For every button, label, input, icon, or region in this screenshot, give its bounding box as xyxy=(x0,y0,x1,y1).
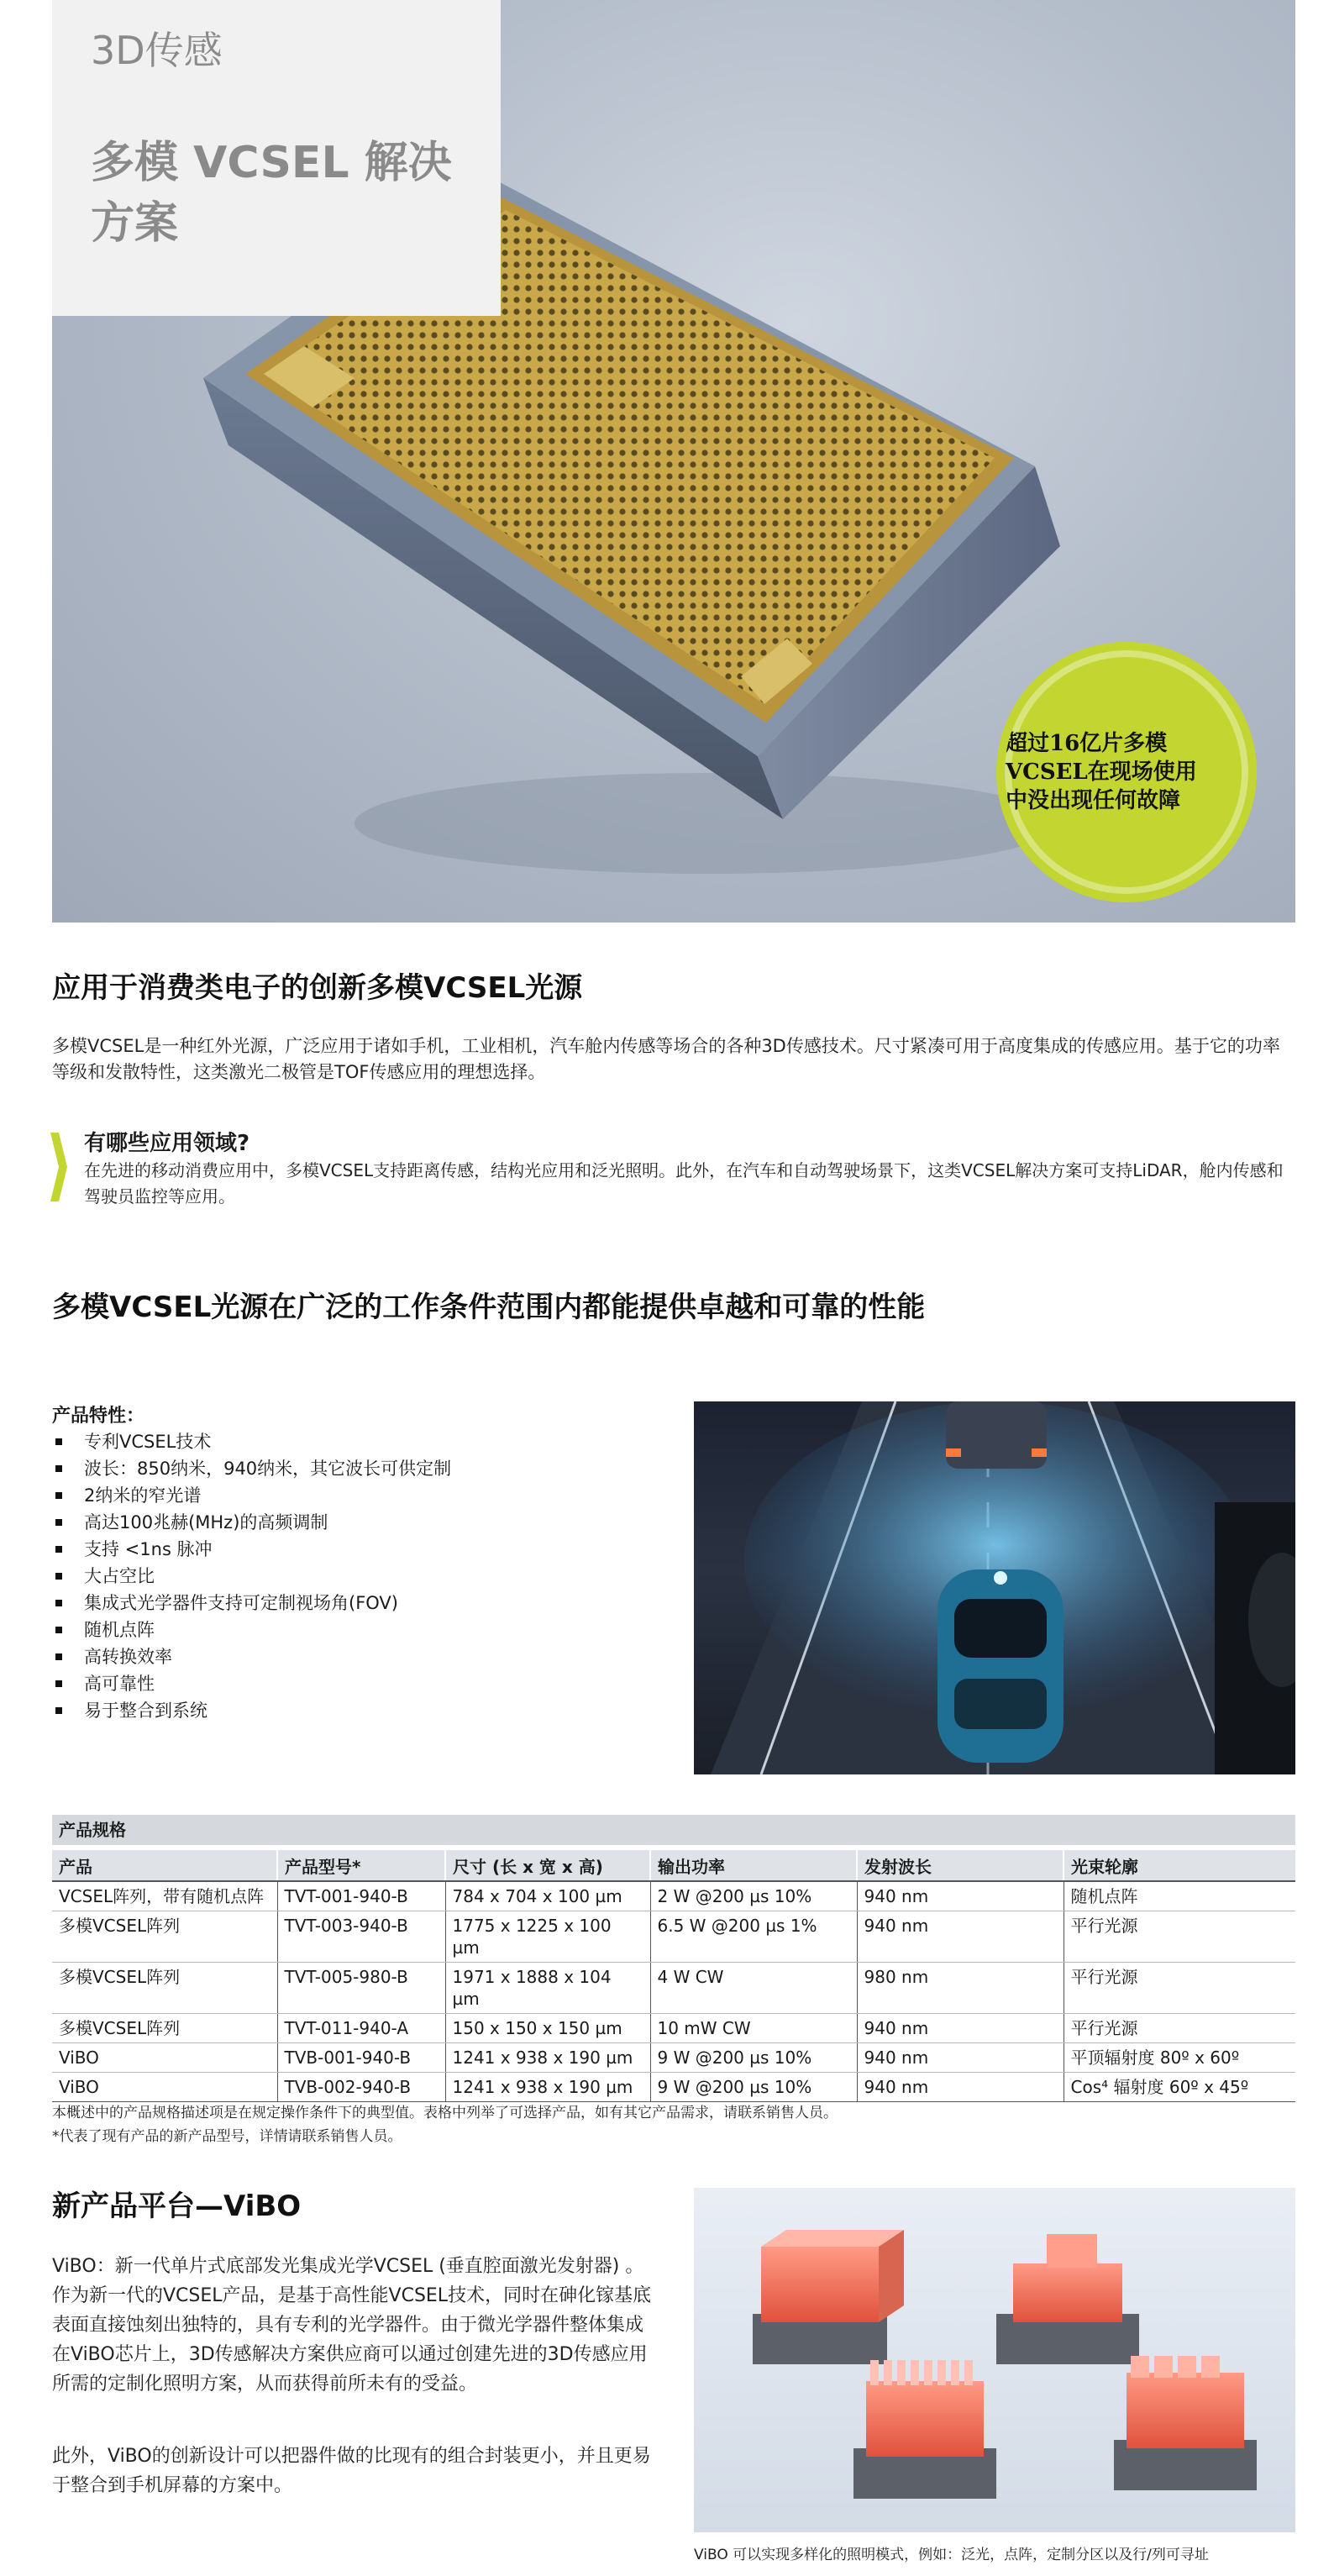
hero-title-panel xyxy=(52,0,501,316)
applications-body: 在先进的移动消费应用中，多模VCSEL支持距离传感，结构光应用和泛光照明。此外，在汽车和自动驾驶场景下，这类VCSEL解决方案可支持LiDAR，舱内传感和驾驶员监控等应用。 xyxy=(84,1160,1284,1207)
column-header: 产品 xyxy=(52,1850,277,1881)
column-header: 尺寸 (长 x 宽 x 高) xyxy=(445,1850,650,1881)
table-note: 本概述中的产品规格描述项是在规定操作条件下的典型值。表格中列举了可选择产品，如有其它产品需求，请联系销售人员。 xyxy=(52,2105,838,2121)
table-cell: TVT-005-980-B xyxy=(277,1963,445,2014)
feature-item: 2纳米的窄光谱 xyxy=(52,1482,657,1509)
table-cell: 940 nm xyxy=(857,2043,1064,2073)
hero-title: 多模 VCSEL 解决方案 xyxy=(91,138,452,249)
spec-table xyxy=(52,1850,1295,2102)
feature-item: 随机点阵 xyxy=(52,1617,657,1643)
table-row xyxy=(52,2073,1295,2102)
accent-chevron-icon xyxy=(49,1133,69,1201)
table-cell: 平行光源 xyxy=(1064,1911,1295,1963)
table-cell: 940 nm xyxy=(857,1881,1064,1911)
intro-heading: 应用于消费类电子的创新多模VCSEL光源 xyxy=(52,971,583,1005)
features-title: 产品特性： xyxy=(52,1406,145,1427)
table-cell: 2 W @200 µs 10% xyxy=(650,1881,857,1911)
table-cell: 多模VCSEL阵列 xyxy=(52,2014,277,2043)
table-row xyxy=(52,1911,1295,1963)
feature-item: 大占空比 xyxy=(52,1563,657,1590)
feature-item: 支持 <1ns 脉冲 xyxy=(52,1536,657,1563)
vibo-body-2: 此外，ViBO的创新设计可以把器件做的比现有的组合封装更小，并且更易于整合到手机屏幕的方案中。 xyxy=(52,2446,651,2496)
table-cell: ViBO xyxy=(52,2043,277,2073)
table-cell: TVB-002-940-B xyxy=(277,2073,445,2102)
features-list xyxy=(52,1428,657,1724)
table-cell: 6.5 W @200 µs 1% xyxy=(650,1911,857,1963)
table-cell: 940 nm xyxy=(857,2073,1064,2102)
category-label: 3D传感 xyxy=(91,28,223,73)
car-sensing-image xyxy=(694,1401,1295,1774)
vibo-heading: 新产品平台—ViBO xyxy=(52,2190,302,2223)
table-cell: 1775 x 1225 x 100 µm xyxy=(445,1911,650,1963)
table-cell: 平行光源 xyxy=(1064,1963,1295,2014)
table-cell: 1241 x 938 x 190 µm xyxy=(445,2073,650,2102)
column-header: 光束轮廓 xyxy=(1064,1850,1295,1881)
vibo-image-caption: ViBO 可以实现多样化的照明模式，例如：泛光，点阵，定制分区以及行/列可寻址 xyxy=(694,2547,1209,2563)
table-cell: 150 x 150 x 150 µm xyxy=(445,2014,650,2043)
table-cell: TVT-001-940-B xyxy=(277,1881,445,1911)
table-cell: 1971 x 1888 x 104 µm xyxy=(445,1963,650,2014)
table-cell: 784 x 704 x 100 µm xyxy=(445,1881,650,1911)
vibo-body-1: ViBO：新一代单片式底部发光集成光学VCSEL (垂直腔面激光发射器) 。作为新一代的VCSEL产品，是基于高性能VCSEL技术，同时在砷化镓基底表面直接蚀刻出独特的，具有专利的光学器件。由于微光学器件整体集成在ViBO芯片上，3D传感解决方案供应商可以通过创建先进的3D传感应用所需的定制化照明方案，从而获得前所未有的受益。 xyxy=(52,2256,652,2395)
table-cell: VCSEL阵列，带有随机点阵 xyxy=(52,1881,277,1911)
car-illustration xyxy=(694,1401,1295,1774)
intro-body: 多模VCSEL是一种红外光源，广泛应用于诸如手机，工业相机，汽车舱内传感等场合的各种3D传感技术。尺寸紧凑可用于高度集成的传感应用。基于它的功率等级和发散特性，这类激光二极管是TOF传感应用的理想选择。 xyxy=(52,1036,1280,1082)
column-header: 发射波长 xyxy=(857,1850,1064,1881)
table-cell: 平行光源 xyxy=(1064,2014,1295,2043)
table-row xyxy=(52,2043,1295,2073)
table-header-row xyxy=(52,1850,1295,1881)
column-header: 输出功率 xyxy=(650,1850,857,1881)
table-cell: 多模VCSEL阵列 xyxy=(52,1963,277,2014)
table-cell: 980 nm xyxy=(857,1963,1064,2014)
performance-heading: 多模VCSEL光源在广泛的工作条件范围内都能提供卓越和可靠的性能 xyxy=(52,1291,926,1324)
table-cell: 随机点阵 xyxy=(1064,1881,1295,1911)
table-cell: 9 W @200 µs 10% xyxy=(650,2073,857,2102)
table-cell: 4 W CW xyxy=(650,1963,857,2014)
table-cell: Cos⁴ 辐射度 60º x 45º xyxy=(1064,2073,1295,2102)
vibo-illustration-image xyxy=(694,2188,1295,2532)
table-cell: TVB-001-940-B xyxy=(277,2043,445,2073)
table-cell: 940 nm xyxy=(857,2014,1064,2043)
badge-text: 超过16亿片多模VCSEL在现场使用中没出现任何故障 xyxy=(1006,731,1197,813)
feature-item: 高可靠性 xyxy=(52,1670,657,1697)
feature-item: 高转换效率 xyxy=(52,1643,657,1670)
feature-item: 波长：850纳米，940纳米，其它波长可供定制 xyxy=(52,1455,657,1482)
feature-item: 易于整合到系统 xyxy=(52,1697,657,1724)
table-row xyxy=(52,1881,1295,1911)
table-footnote: *代表了现有产品的新产品型号，详情请联系销售人员。 xyxy=(52,2128,402,2145)
feature-item: 高达100兆赫(MHz)的高频调制 xyxy=(52,1509,657,1536)
table-row xyxy=(52,2014,1295,2043)
feature-item: 专利VCSEL技术 xyxy=(52,1428,657,1455)
applications-title: 有哪些应用领域? xyxy=(84,1131,250,1156)
table-cell: 940 nm xyxy=(857,1911,1064,1963)
reliability-badge xyxy=(1005,650,1248,894)
table-cell: 1241 x 938 x 190 µm xyxy=(445,2043,650,2073)
column-header: 产品型号* xyxy=(277,1850,445,1881)
table-cell: TVT-011-940-A xyxy=(277,2014,445,2043)
feature-item: 集成式光学器件支持可定制视场角(FOV) xyxy=(52,1590,657,1617)
table-cell: ViBO xyxy=(52,2073,277,2102)
vibo-chips-illustration xyxy=(694,2188,1295,2532)
table-cell: 多模VCSEL阵列 xyxy=(52,1911,277,1963)
table-cell: 平顶辐射度 80º x 60º xyxy=(1064,2043,1295,2073)
spec-table-title: 产品规格 xyxy=(52,1815,1295,1845)
table-cell: 9 W @200 µs 10% xyxy=(650,2043,857,2073)
table-cell: 10 mW CW xyxy=(650,2014,857,2043)
table-cell: TVT-003-940-B xyxy=(277,1911,445,1963)
table-row xyxy=(52,1963,1295,2014)
